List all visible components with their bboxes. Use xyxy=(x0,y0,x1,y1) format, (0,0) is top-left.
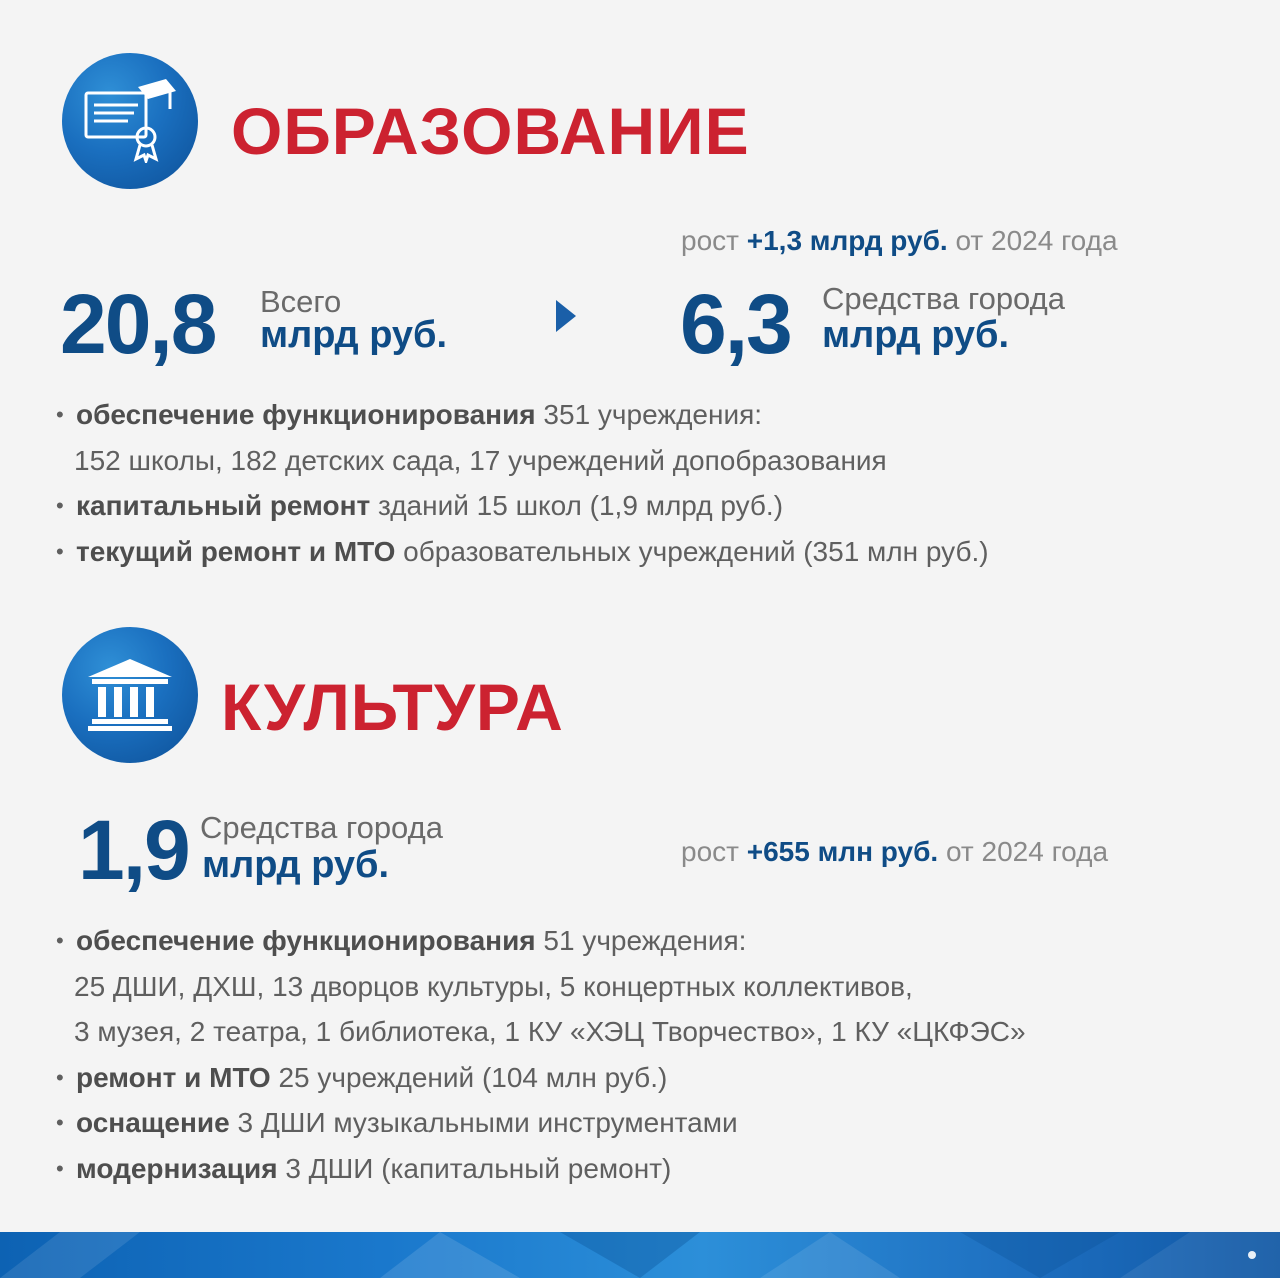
education-city-unit: млрд руб. xyxy=(822,314,1010,356)
list-item: • текущий ремонт и МТО образовательных учреждений (351 млн руб.) xyxy=(56,529,989,575)
list-item: • ремонт и МТО 25 учреждений (104 млн руб.) xyxy=(56,1055,1026,1101)
education-city-caption: Средства города xyxy=(822,281,1065,316)
arrow-right-icon xyxy=(556,300,576,332)
culture-bullets xyxy=(56,918,1026,1191)
list-item: 152 школы, 182 детских сада, 17 учреждений допобразования xyxy=(74,444,887,476)
education-total-caption: Всего xyxy=(260,284,342,319)
list-item: • оснащение 3 ДШИ музыкальными инструментами xyxy=(56,1100,1026,1146)
list-item: • капитальный ремонт зданий 15 школ (1,9 млрд руб.) xyxy=(56,483,989,529)
education-title: ОБРАЗОВАНИЕ xyxy=(231,94,750,168)
diploma-icon xyxy=(62,53,198,189)
culture-city-unit: млрд руб. xyxy=(202,844,390,886)
list-item: • обеспечение функционирования 351 учреждения: xyxy=(56,392,989,438)
culture-growth: рост +655 млн руб. от 2024 года xyxy=(681,836,1109,867)
list-item: 25 ДШИ, ДХШ, 13 дворцов культуры, 5 концертных коллективов, xyxy=(74,970,913,1002)
museum-icon xyxy=(62,627,198,763)
list-item: • обеспечение функционирования 51 учреждения: xyxy=(56,918,1026,964)
culture-title: КУЛЬТУРА xyxy=(221,670,564,744)
education-city-value: 6,3 xyxy=(680,277,791,371)
education-bullets xyxy=(56,392,989,574)
education-total-value: 20,8 xyxy=(60,277,216,371)
education-growth: рост +1,3 млрд руб. от 2024 года xyxy=(681,225,1118,256)
list-item: • модернизация 3 ДШИ (капитальный ремонт) xyxy=(56,1146,1026,1192)
footer-decorative-band xyxy=(0,1232,1280,1278)
culture-city-value: 1,9 xyxy=(78,803,189,897)
culture-city-caption: Средства города xyxy=(200,810,443,845)
list-item: 3 музея, 2 театра, 1 библиотека, 1 КУ «ХЭЦ Творчество», 1 КУ «ЦКФЭС» xyxy=(74,1016,1026,1047)
education-total-unit: млрд руб. xyxy=(260,314,448,356)
